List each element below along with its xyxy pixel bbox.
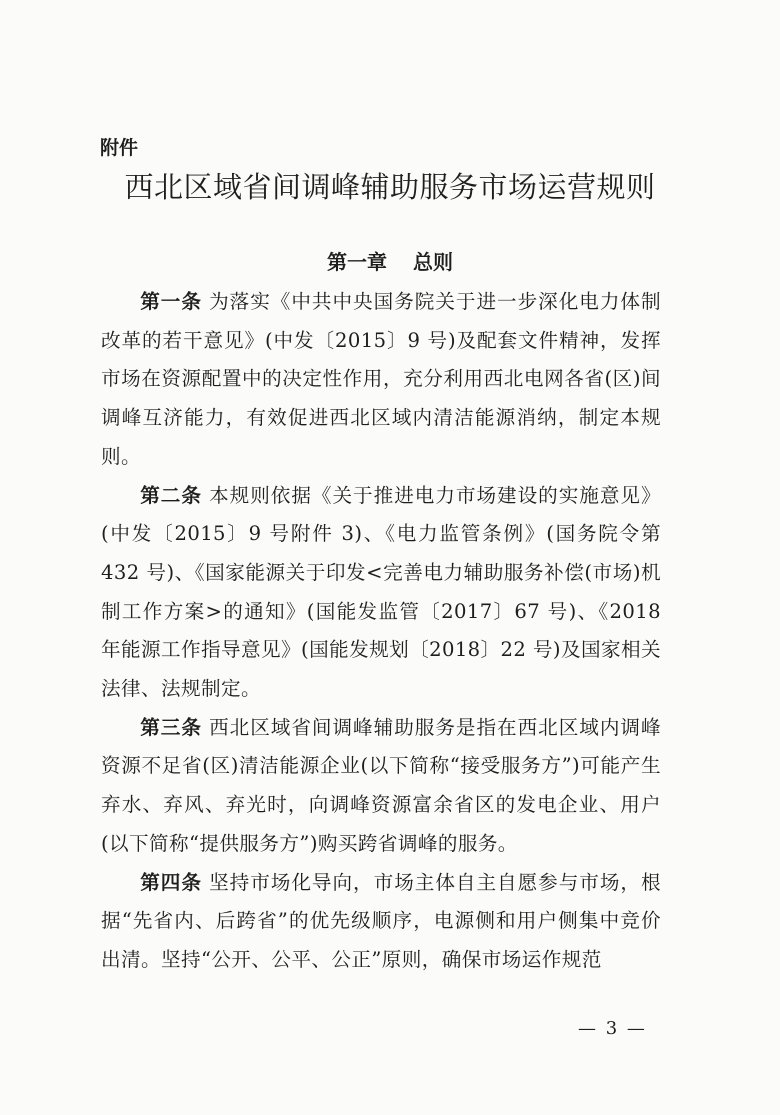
chapter-number: 第一章 xyxy=(327,250,387,274)
article-4 xyxy=(101,864,661,980)
article-text: 为落实《中共中央国务院关于进一步深化电力体制改革的若干意见》(中发〔2015〕9 号)及配套文件精神，发挥市场在资源配置中的决定性作用，充分利用西北电网各省(区)间调峰互济能力，有效促进西北区域内清洁能源消纳，制定本规则。 xyxy=(101,290,661,468)
article-label: 第一条 xyxy=(140,290,202,313)
chapter-name: 总则 xyxy=(413,250,453,274)
document-title: 西北区域省间调峰辅助服务市场运营规则 xyxy=(124,170,656,204)
article-text: 西北区域省间调峰辅助服务是指在西北区域内调峰资源不足省(区)清洁能源企业(以下简称“接受服务方”)可能产生弃水、弃风、弃光时，向调峰资源富余省区的发电企业、用户(以下简称“提供服务方”)购买跨省调峰的服务。 xyxy=(101,715,661,855)
attachment-label: 附件 xyxy=(100,137,139,159)
document-body xyxy=(101,283,661,980)
article-text: 坚持市场化导向，市场主体自主自愿参与市场，根据“先省内、后跨省”的优先级顺序，电源侧和用户侧集中竞价出清。坚持“公开、公平、公正”原则，确保市场运作规范 xyxy=(101,870,661,971)
article-label: 第二条 xyxy=(140,483,202,507)
article-label: 第四条 xyxy=(140,870,202,894)
article-label: 第三条 xyxy=(140,715,202,739)
chapter-heading xyxy=(0,246,780,275)
page-number: — 3 — xyxy=(578,1018,647,1039)
article-2 xyxy=(101,477,661,709)
article-1 xyxy=(101,283,661,477)
article-text: 本规则依据《关于推进电力市场建设的实施意见》(中发〔2015〕9 号附件 3)、《电力监管条例》(国务院令第 432 号)、《国家能源关于印发<完善电力辅助服务补偿(市场)机制工作方案>的通知》(国能发监管〔2017〕67 号)、《2018 年能源工作指导意见》(国能发规划〔2018〕22 号)及国家相关法律、法规制定。 xyxy=(101,483,661,701)
article-3 xyxy=(101,709,661,864)
